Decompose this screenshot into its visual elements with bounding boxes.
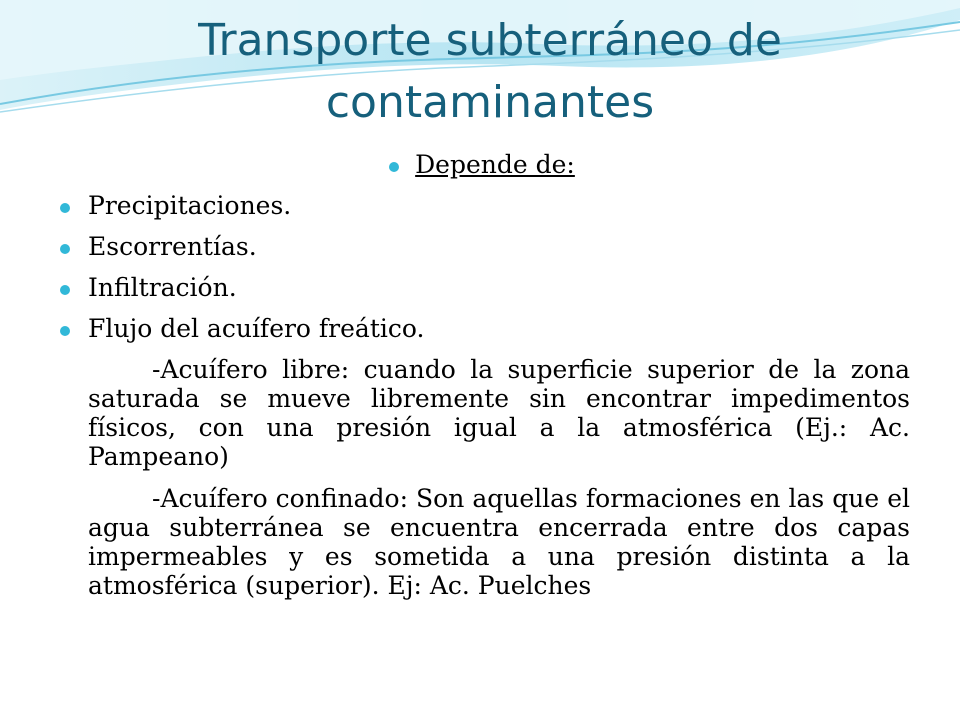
slide-title: Transporte subterráneo de contaminantes <box>198 15 782 128</box>
slide-content <box>60 150 910 613</box>
bullet-dot-icon <box>389 162 399 172</box>
list-item-text: Escorrentías. <box>88 232 257 261</box>
paragraph-acuifero-confinado: -Acuífero confinado: Son aquellas formaciones en las que el agua subterránea se encuentra encerrada entre dos capas impermeables y es sometida a una presión distinta a la atmosférica (superior). Ej: Ac. Puelches <box>88 484 910 600</box>
heading-bullet <box>60 150 910 180</box>
list-item <box>60 191 910 221</box>
bullet-dot-icon <box>60 203 70 213</box>
list-item <box>60 232 910 262</box>
list-item <box>60 273 910 303</box>
list-item-text: Infiltración. <box>88 273 237 302</box>
list-item <box>60 314 910 344</box>
bullet-dot-icon <box>60 285 70 295</box>
list-item-text: Flujo del acuífero freático. <box>88 314 425 343</box>
paragraph-acuifero-libre: -Acuífero libre: cuando la superficie superior de la zona saturada se mueve libremente sin encontrar impedimentos físicos, con una presión igual a la atmosférica (Ej.: Ac. Pampeano) <box>88 355 910 471</box>
bullet-dot-icon <box>60 244 70 254</box>
list-item-text: Precipitaciones. <box>88 191 292 220</box>
heading-bullet-text: Depende de: <box>415 150 575 179</box>
bullet-dot-icon <box>60 326 70 336</box>
